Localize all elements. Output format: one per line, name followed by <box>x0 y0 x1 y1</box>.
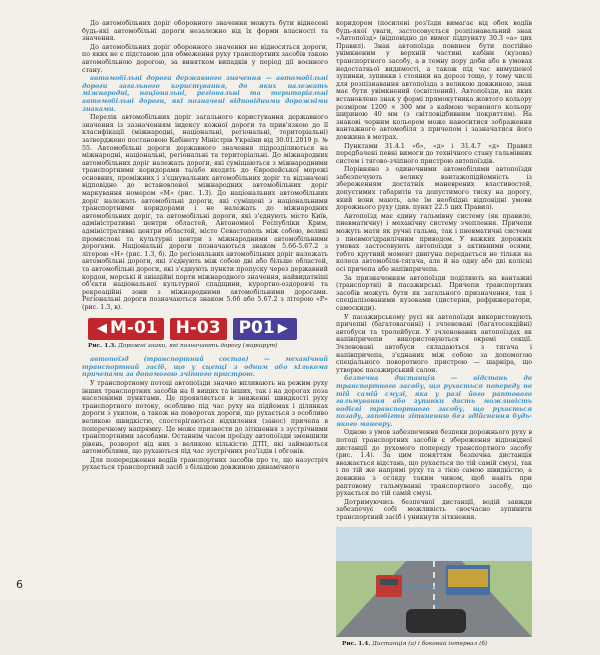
definition <box>82 356 328 379</box>
paragraph: Перелік автомобільних доріг загального користування державного значення із зазначенням індексу кожної дороги та прив'язкою до її класифікації (міжнародні, національні, регіональні, територіальні) затверджено постановою Кабінету Міністрів України від 30.01.2019 р. № 55. Автомобільні дороги державного значення підрозділяються на міжнародні, національні, регіональні та територіальні. До міжнародних автомобільних доріг належать дороги, які суміщаються з міжнародними транспортними коридорами та/або входять до Європейської мережі основних, проміжних і з'єднувальних автомобільних доріг та відзначені відповідно до встановленої міжнародних автомобільних доріг маркування номером «М» (рис. 1.3). До національних автомобільних доріг належать автомобільні дороги, які суміщені з національними транспортними коридорами і не належать до міжнародних автомобільних доріг, та автомобільні дороги, які з'єднують місто Київ, адміністративні центри областей, Автономної Республіки Крим, адміністративні центри областей, місто Севастополь між собою, великі промислові та культурні центри з міжнародними автомобільними дорогами. Національні дороги позначаються знаком 5.66-5.67.2 з літерою «Н» (рис. 1.3, б). До регіональних автомобільних доріг належать автомобільні дороги, які з'єднують між собою дві або більше областей, та автомобільні дороги, які з'єднують пункти пропуску через державний кордон, морські й авіаційні порти міжнародного значення, найвидатніші об'єкти національної культурної спадщини, курортно-оздоровчі та рекреаційні зони з міжнародними автомобільними дорогами. Регіональні дороги позначаються знаком 5.66 або 5.67.2 з літерою «Р» (рис. 1.3, в). <box>82 114 328 311</box>
sign-h03: H-03 <box>170 318 227 340</box>
paragraph: За призначенням автопоїзди поділяють на вантажні (транспортні) й пасажирські. Причепи транспортних засобів можуть бути як загального призначення, так і спеціалізованими кузовами (цистерни, рефрижератори, самоскиди). <box>336 274 532 312</box>
definition-term: безпечна дистанція <box>344 375 435 383</box>
paragraph: Дотримуючись безпечної дистанції, водій завжди забезпечує собі можливість своєчасно зупинити транспортний засіб і уникнути зіткнення. <box>336 498 532 521</box>
paragraph: У пасажирському русі як автопоїзди використовують причепні (багатовагонні) і зчленовані (багатосекційні) автобуси та тролейбуси. У зчленованих автопоїздах як напівпричепи використовуються окремі секції. Зчленовані автобуси складаються з тягача і напівпричепа, з'єднаних між собою за допомогою спеціального поворотного пристрою — шарніра, що утворює пасажирський салон. <box>336 313 532 374</box>
right-column <box>336 20 532 655</box>
sign-p01: P01 ▶ <box>233 318 297 340</box>
definition-term: автопоїзд <box>90 356 129 364</box>
definition-text: (транспортний состав) — механічний транспортний засіб, що у сцепці з одним або кількома причепами за допомогою зчіпного пристрою. <box>82 356 328 379</box>
paragraph: До автомобільних доріг оборонного значення можуть бути віднесені будь-які автомобільні дороги незалежно від їх форми власності та значення. <box>82 20 328 43</box>
paragraph: Для попередження водіїв транспортних засобів про те, що назустріч рухається транспортний засіб з більшою довжиною динамічного <box>82 456 328 472</box>
arrow-left-icon: ◀ <box>97 320 107 336</box>
road-signs <box>88 318 328 340</box>
definition-text: — автомобільні дороги загального користування, до яких належать міжнародні, національні, регіональні та територіальні автомобільні дороги, які позначені відповідними дорожніми знаками. <box>82 75 328 113</box>
page-number: 6 <box>16 578 23 591</box>
paragraph: Автопоїзд має єдину гальмівну систему (як правило, пневматичну) і механічну систему зчеплення. Причепи можуть мати як ручні гальма, так і пневматичні системи з пневмогідравлічним приводом. У важких дорожніх умовах застосовують автопоїзди з активними осями, тобто крутний момент двигуна передається не тільки на колеса автомобіля-тягача, але й на одну або дві колісні осі причепа або напівпричепа. <box>336 212 532 273</box>
definition <box>82 75 328 113</box>
left-column <box>82 20 328 473</box>
paragraph: Одною з умов забезпечення безпеки дорожнього руху в потоці транспортних засобів є збереження відповідної дистанції до рухомого попереду транспортного засобу (рис. 1.4). За цим поняттям безпечна дистанція вважається відстань, що рухається по тій самій смузі, так і по тій же напрямі руху та з тією самою швидкістю, а довжина з огляду таким чином, щоб навіть при раптовому гальмуванні транспортного засобу, що рухається по тій самій смузі. <box>336 429 532 498</box>
paragraph: У транспортному потоці автопоїзди значно впливають на режим руху інших транспортних засобів на 8 вищих та інших, так і на дорогах поза населеними пунктами. Це проявляється в зниженні швидкості руху транспортного потоку, особливо під час руху на підйомах і ділянках дороги з ухилом, а також на поворотах дороги, що рухається з особливо великою швидкістю, спостерігаються відхилення (занос) причепа в поперечному напрямку. Це може призвести до зіткнення з зустрічними транспортними засобами. Останнім часом проїзду автопоїзди зменшили рівень, розворот від них з великою кількістю ДТП, які займаються автомобілями, що рухаються під час зустрічних роз'їздів і обгонів. <box>82 379 328 456</box>
paragraph: До автомобільних доріг оборонного значення не відносяться дороги, по яких не є підставою для обмеження руху транспортних засобів такою автомобільною дорогою, за винятком випадків у період дії воєнного стану. <box>82 43 328 74</box>
paragraph: Пунктами 31.4.1 «б», «д» і 31.4.7 «д» Правил передбачені певні вимоги до технічного стану гальмівних систем і тягово-зчіпного пристрою автопоїздів. <box>336 142 532 165</box>
figure-caption: Рис. 1.3. Дорожні знаки, які позначають дорогу (маршрут) <box>88 342 278 349</box>
definition-term: автомобільні дороги державного значення <box>90 75 262 83</box>
paragraph: коридором (посилені роз'їзди вимагає від обох водіїв будь-якої уваги, застосовується розпізнавальний знак «Автопоїзд» (відповідно до вимог підпункту 30.3 «а» цих Правил). Знак автопоїзда повинен бути постійно увімкненим у верхній частині кабіни (кузова) транспортного засобу, а в темну пору доби або в умовах недостатньої видимості, а також під час вимушеної зупинки, зупинки і стоянки на дорозі тощо, у тому числі для розпізнавання автопоїзда з великою довжиною, знак має бути увімкнений (освітлений). Автопоїзди, на яких встановлено знак у формі прямокутника жовтого кольору розміром 1200 × 300 мм з каймою червоного кольору шириною 40 мм (з світловідбивним покриттям). На знакові чорним кольором може наноситися зображення вантажного автомобіля з причепом і зазначатися його довжина в метрах. <box>336 20 532 141</box>
definition-text: — відстань до транспортного засобу, що рухається попереду по тій самій смузі, яка у разі його раптового гальмування або зупинки дасть можливість водієві транспортного засобу, що рухається позаду, запобігти зіткненню без здійснення будь-якого маневру. <box>336 375 533 428</box>
definition <box>336 375 532 428</box>
sign-m01: ◀ M-01 <box>88 318 164 340</box>
arrow-right-icon: ▶ <box>277 320 288 336</box>
paragraph: Порівняно з одиночними автомобілями автопоїзди забезпечують велику вантажопідйомність із збереженням достатніх маневрених властивостей, допустимих габаритів та допустимого тиску на дорогу, який вони мають, але їм необхідні відповідні умови дорожнього руху (див. пункт 22.5 цих Правил). <box>336 166 532 212</box>
figure-caption: Рис. 1.4. Дистанція (а) і боковий інтервал (б) <box>342 641 488 648</box>
road-illustration <box>336 527 532 637</box>
